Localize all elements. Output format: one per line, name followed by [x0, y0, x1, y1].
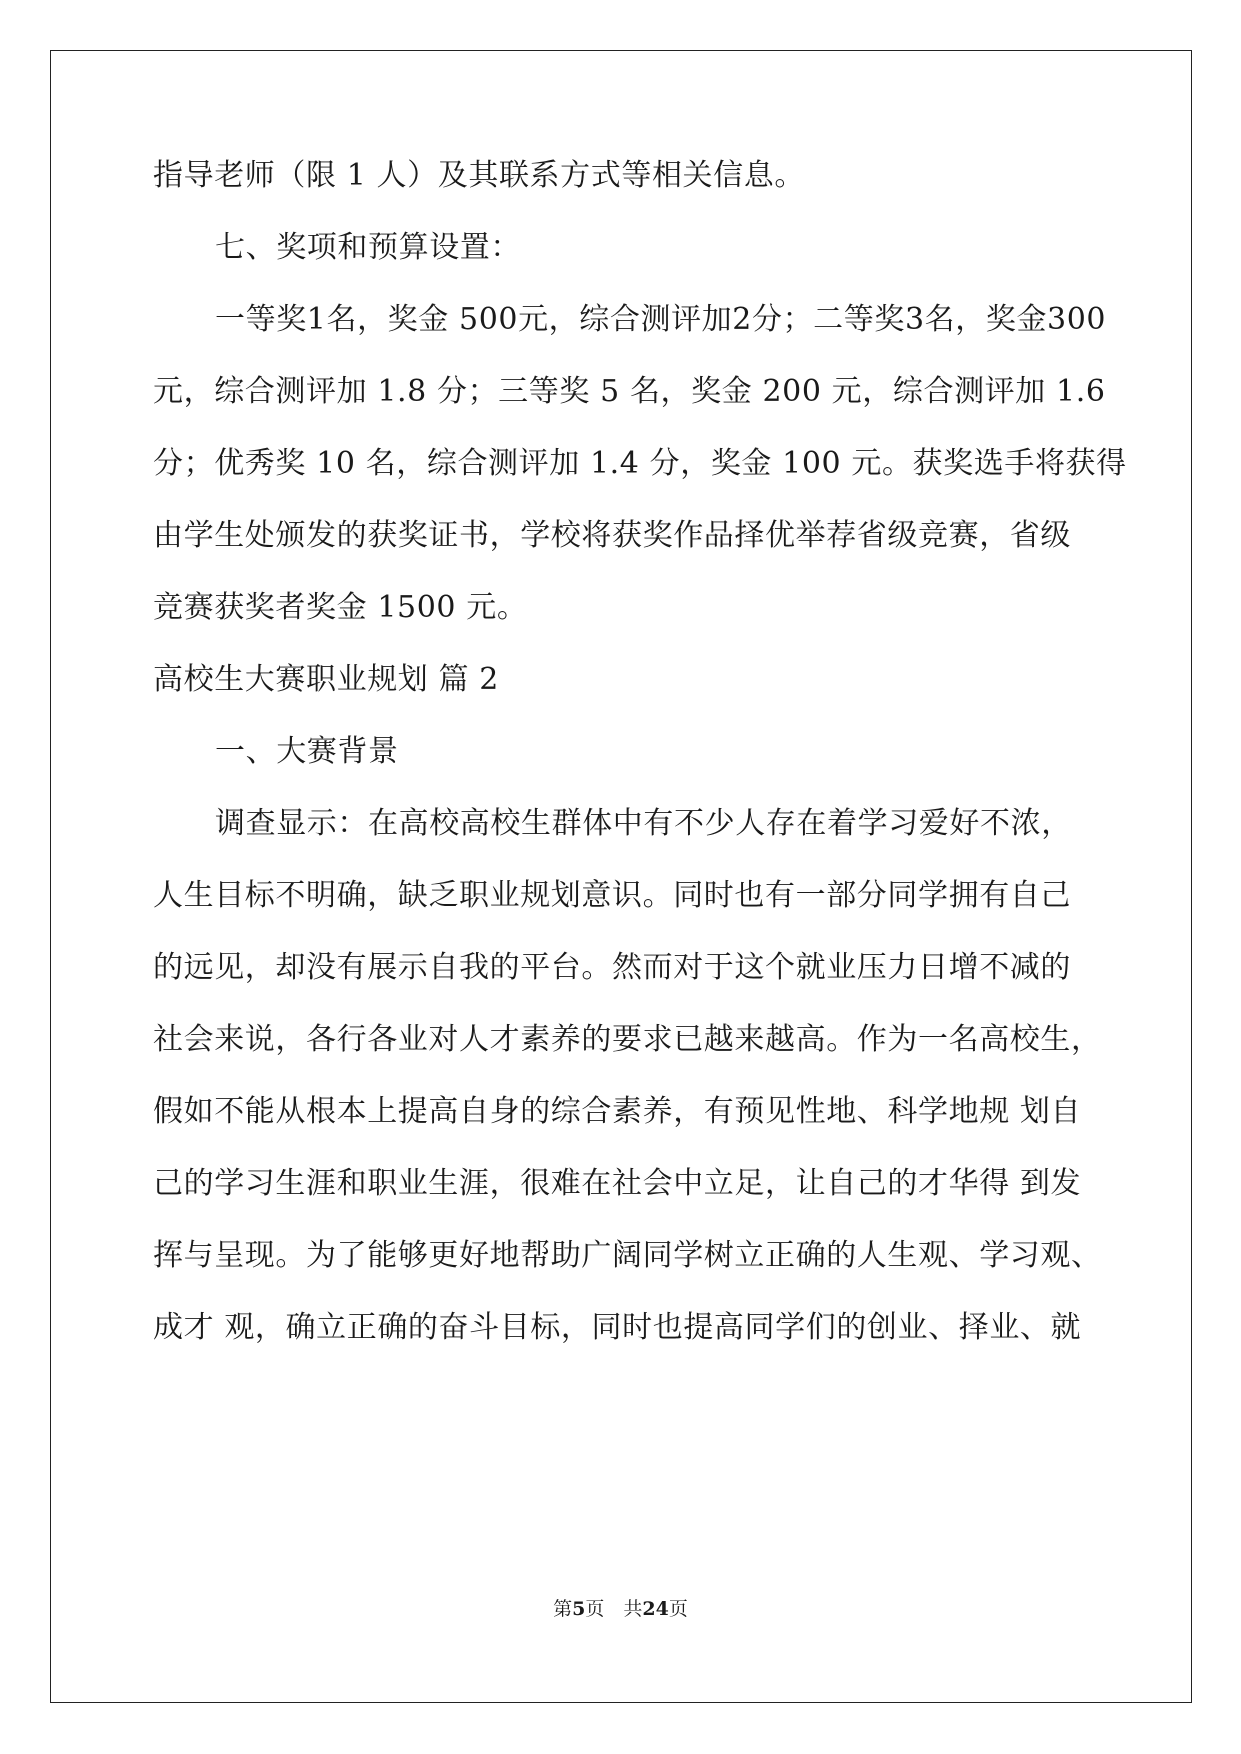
section-heading: 七、奖项和预算设置： [215, 230, 521, 265]
section-heading: 一、大赛背景 [215, 734, 399, 769]
footer-suffix: 页 [668, 1598, 688, 1620]
chapter-title: 高校生大赛职业规划 篇 2 [153, 662, 499, 697]
text-line: 挥与呈现。为了能够更好地帮助广阔同学树立正确的人生观、学习观、 [153, 1238, 1102, 1273]
text-line: 元，综合测评加 1.8 分；三等奖 5 名，奖金 200 元，综合测评加 1.6 [153, 374, 1106, 409]
text-line: 社会来说，各行各业对人才素养的要求已越来越高。作为一名高校生， [153, 1022, 1102, 1057]
footer-mid: 页 共 [585, 1598, 643, 1620]
text-line: 竞赛获奖者奖金 1500 元。 [153, 590, 528, 625]
text-line: 分；优秀奖 10 名，综合测评加 1.4 分，奖金 100 元。获奖选手将获得 [153, 446, 1127, 481]
text-line: 己的学习生涯和职业生涯，很难在社会中立足，让自己的才华得 到发 [153, 1166, 1082, 1201]
text-line: 假如不能从根本上提高自身的综合素养，有预见性地、科学地规 划自 [153, 1094, 1082, 1129]
text-line: 的远见，却没有展示自我的平台。然而对于这个就业压力日增不减的 [153, 950, 1071, 985]
text-line: 一等奖1名，奖金 500元，综合测评加2分；二等奖3名，奖金300 [215, 302, 1107, 337]
page-number: 5 [572, 1598, 586, 1620]
text-line: 由学生处颁发的获奖证书，学校将获奖作品择优举荐省级竞赛，省级 [153, 518, 1071, 553]
total-pages: 24 [642, 1598, 669, 1620]
text-line: 指导老师（限 1 人）及其联系方式等相关信息。 [153, 158, 805, 193]
page-footer [0, 1597, 1241, 1621]
footer-prefix: 第 [553, 1598, 573, 1620]
text-line: 成才 观，确立正确的奋斗目标，同时也提高同学们的创业、择业、就 [153, 1310, 1082, 1345]
text-line: 调查显示：在高校高校生群体中有不少人存在着学习爱好不浓， [215, 806, 1072, 841]
text-line: 人生目标不明确，缺乏职业规划意识。同时也有一部分同学拥有自己 [153, 878, 1071, 913]
